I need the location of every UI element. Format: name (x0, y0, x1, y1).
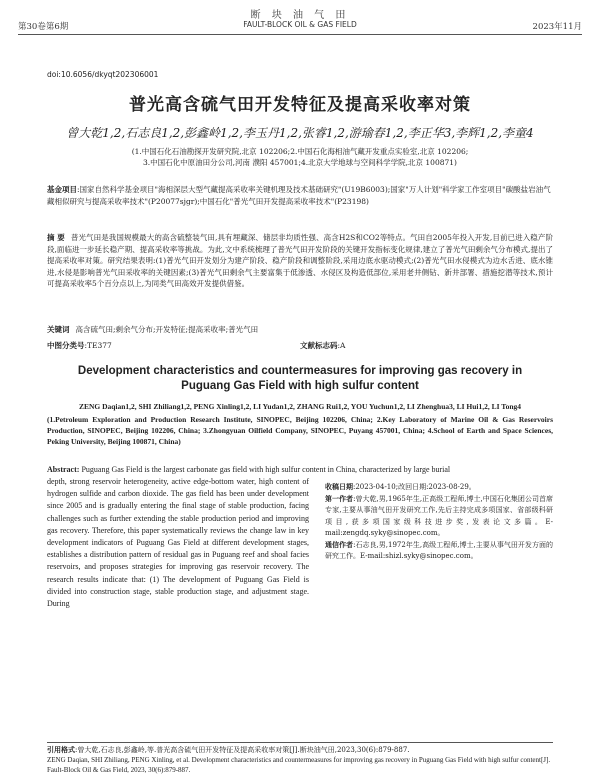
first-author-value: :曾大乾,男,1965年生,正高级工程师,博士,中国石化集团公司首席专家,主要从事油气田开发研究工作,先后主持完成多项国家、省部级科研项目,获多项国家级科技进步奖,发表论文多篇。E-mail:zengdq.syky@sinopec.com。 (325, 494, 553, 537)
fund-text: :国家自然科学基金项目"海相深层大型气藏提高采收率关键机理及技术基础研究"(U19B6003);国家"万人计划"科学家工作室项目"碳酸盐岩油气藏相似研究与提高采收率技术"(P20077sjgr);中国石化"普光气田开发提高采收率技术"(P23198) (47, 185, 551, 206)
doi: doi:10.6056/dkyqt202306001 (47, 70, 159, 79)
article-notes (325, 482, 553, 563)
keywords-cn-label: 关键词 (47, 325, 70, 334)
clc-value: :TE377 (84, 341, 112, 350)
abstract-en-column: depth, strong reservoir heterogeneity, active edge-bottom water, high content of hydrogen sulfide and carbon dioxide. The gas field has been under development since 2005 and is gradually entering the final stage of stable production, facing challenges such as further extending the stable production period and improving gas recovery. Therefore, this paper systematically reviews the change law in key development indicators of Puguang Gas Field at different development stages, establishes a distribution pattern of residual gas in Puguang reef and shoal facies reservoirs, and proposes strategies for improving gas reservoir recovery. The research results indicate that: (1) The development of Puguang Gas Field is divided into construction stage, stable production stage, and adjustment stage. During (47, 477, 309, 609)
first-author-label: 第一作者 (325, 494, 354, 503)
journal-name-en: FAULT-BLOCK OIL & GAS FIELD (243, 20, 357, 29)
abstract-en-first-line (47, 464, 553, 476)
doc-code-label: 文献标志码 (300, 341, 338, 350)
corresponding-author-value: :石志良,男,1972年生,高级工程师,博士,主要从事气田开发方面的研究工作。E-mail:shizl.syky@sinopec.com。 (325, 540, 553, 560)
corresponding-author-note (325, 540, 553, 563)
citation-cn (47, 745, 553, 755)
doc-code-value: :A (337, 341, 346, 350)
abstract-cn-text: 普光气田是我国规模最大的高含硫整装气田,具有埋藏深、储层非均质性强、高含H2S和CO2等特点。气田自2005年投入开发,目前已进入稳产阶段,面临进一步延长稳产期、提高采收率等挑战。为此,文中系统梳理了普光气田开发阶段的关键开发指标变化规律,建立了普光气田剩余气分布模式,提出了提高采收率对策。研究结果表明:(1)普光气田开发划分为建产阶段、稳产阶段和调整阶段,采用边底水驱动模式;(2)普光气田水侵模式为边水舌进、底水锥进,水侵是影响普光气田采收率的关键因素;(3)普光气田剩余气主要富集于低渗透、水侵区及构造低部位,采用老井侧钻、新井部署、措施挖潜等技术,预计可提高采收率5个百分点以上,为同类气田高效开发提供借鉴。 (47, 233, 553, 288)
header-rule (18, 34, 582, 35)
paper-title-cn: 普光高含硫气田开发特征及提高采收率对策 (129, 95, 471, 115)
abstract-en-first-text: Puguang Gas Field is the largest carbonate gas field with high sulfur content in China, characterized by large burial (81, 465, 451, 474)
keywords-cn-text: 高含硫气田;剩余气分布;开发特征;提高采收率;普光气田 (75, 325, 259, 334)
document-code (300, 340, 345, 351)
citation-label: 引用格式 (47, 746, 75, 754)
citation-format (47, 745, 553, 775)
issue-date: 2023年11月 (532, 22, 582, 32)
volume-issue: 第30卷第6期 (18, 22, 69, 32)
abstract-cn (47, 232, 553, 290)
journal-name-cn: 断 块 油 气 田 (250, 10, 350, 21)
authors-cn: 曾大乾1,2,石志良1,2,彭鑫岭1,2,李玉丹1,2,张睿1,2,游瑜春1,2,李正华3,李辉1,2,李童4 (66, 126, 534, 140)
citation-en: ZENG Daqian, SHI Zhiliang, PENG Xinling, et al. Development characteristics and countermeasures for improving gas recovery in Puguang Gas Field with high sulfur content[J]. Fault-Block Oil & Gas Field, 2023, 30(6):879-887. (47, 756, 551, 774)
affiliations-en: (1.Petroleum Exploration and Production Research Institute, SINOPEC, Beijing 102206, China; 2.Key Laboratory of Marine Oil & Gas Reservoirs Production, SINOPEC, Beijing 102206, China; 3.Zhongyuan Oilfield Company, SINOPEC, Puyang 457001, China; 4.School of Earth and Space Sciences, Peking University, Beijing 100871, China) (47, 415, 553, 446)
received-value: :2023-04-10;改回日期:2023-08-29。 (353, 483, 476, 491)
affiliation-line: 3.中国石化中原油田分公司,河南 濮阳 457001;4.北京大学地球与空间科学学院,北京 100871) (143, 158, 457, 167)
first-author-note (325, 494, 553, 540)
clc-number (47, 340, 112, 351)
received-date (325, 482, 553, 494)
corresponding-author-label: 通信作者 (325, 540, 354, 549)
authors-en: ZENG Daqian1,2, SHI Zhiliang1,2, PENG Xinling1,2, LI Yudan1,2, ZHANG Rui1,2, YOU Yuchun1,2, LI Zhenghua3, LI Hui1,2, LI Tong4 (78, 402, 522, 411)
fund-label: 基金项目 (47, 185, 77, 194)
affiliations-cn (40, 146, 560, 168)
abstract-cn-label: 摘 要 (47, 233, 65, 242)
clc-label: 中图分类号 (47, 341, 85, 350)
received-label: 收稿日期 (325, 483, 353, 491)
keywords-cn (47, 324, 553, 335)
paper-title-en: Development characteristics and countermeasures for improving gas recovery in Puguang Gas Field with high sulfur content (77, 365, 523, 392)
citation-cn-text: :曾大乾,石志良,彭鑫岭,等.普光高含硫气田开发特征及提高采收率对策[J].断块油气田,2023,30(6):879-887. (75, 746, 410, 754)
running-header (18, 6, 582, 54)
footer-rule (47, 742, 553, 743)
fund-info (47, 184, 553, 207)
affiliation-line: (1.中国石化石油勘探开发研究院,北京 102206;2.中国石化海相油气藏开发重点实验室,北京 102206; (131, 147, 469, 156)
abstract-en-label: Abstract: (47, 465, 80, 474)
